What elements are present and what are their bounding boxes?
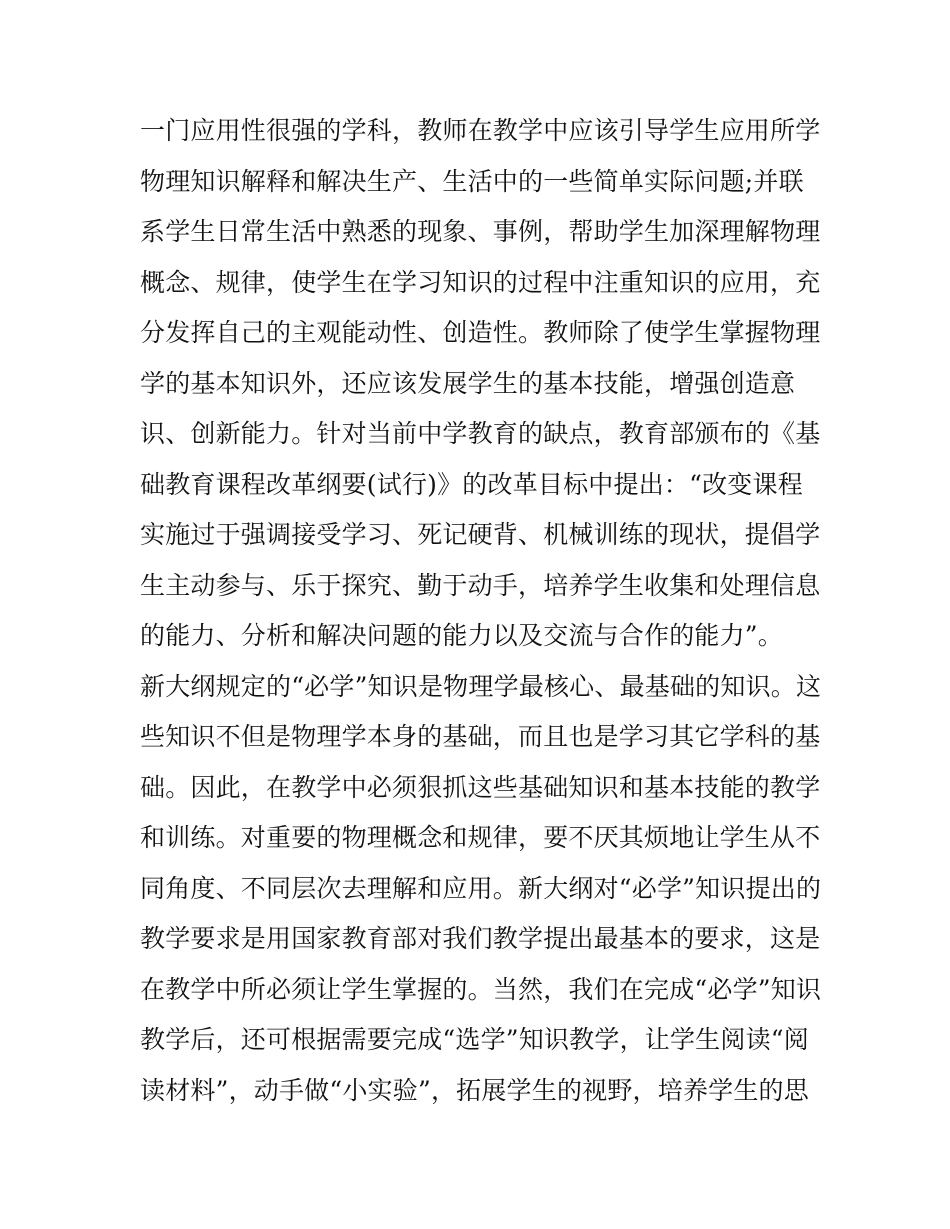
text-line: 概念、规律，使学生在学习知识的过程中注重知识的应用，充 — [140, 267, 821, 297]
text-line: 分发挥自己的主观能动性、创造性。教师除了使学生掌握物理 — [140, 318, 821, 347]
text-line: 础教育课程改革纲要(试行)》的改革目标中提出：“改变课程 — [140, 469, 803, 499]
text-line: 教学后，还可根据需要完成“选学”知识教学，让学生阅读“阅 — [140, 1025, 809, 1054]
text-line: 础。因此，在教学中必须狠抓这些基础知识和基本技能的教学 — [140, 772, 821, 802]
text-line: 学的基本知识外，还应该发展学生的基本技能，增强创造意 — [140, 368, 796, 398]
text-line: 生主动参与、乐于探究、勤于动手，培养学生收集和处理信息 — [140, 570, 821, 600]
text-line: 一门应用性很强的学科，教师在教学中应该引导学生应用所学 — [140, 116, 821, 145]
text-line: 识、创新能力。针对当前中学教育的缺点，教育部颁布的《基 — [140, 419, 821, 448]
text-line: 同角度、不同层次去理解和应用。新大纲对“必学”知识提出的 — [140, 873, 822, 903]
text-line: 实施过于强调接受学习、死记硬背、机械训练的现状，提倡学 — [140, 520, 821, 549]
text-line: 教学要求是用国家教育部对我们教学提出最基本的要求，这是 — [140, 924, 821, 953]
text-line: 新大纲规定的“必学”知识是物理学最核心、最基础的知识。这 — [140, 671, 822, 701]
text-line: 些知识不但是物理学本身的基础，而且也是学习其它学科的基 — [140, 722, 821, 751]
text-line: 在教学中所必须让学生掌握的。当然，我们在完成“必学”知识 — [140, 974, 822, 1004]
text-line: 和训练。对重要的物理概念和规律，要不厌其烦地让学生从不 — [140, 823, 821, 852]
text-line: 的能力、分析和解决问题的能力以及交流与合作的能力”。 — [140, 621, 783, 650]
text-line: 物理知识解释和解决生产、生活中的一些简单实际问题;并联 — [140, 166, 804, 196]
text-line: 读材料”，动手做“小实验”，拓展学生的视野，培养学生的思 — [140, 1075, 809, 1105]
text-line: 系学生日常生活中熟悉的现象、事例，帮助学生加深理解物理 — [140, 217, 821, 246]
body-text — [140, 106, 830, 1116]
